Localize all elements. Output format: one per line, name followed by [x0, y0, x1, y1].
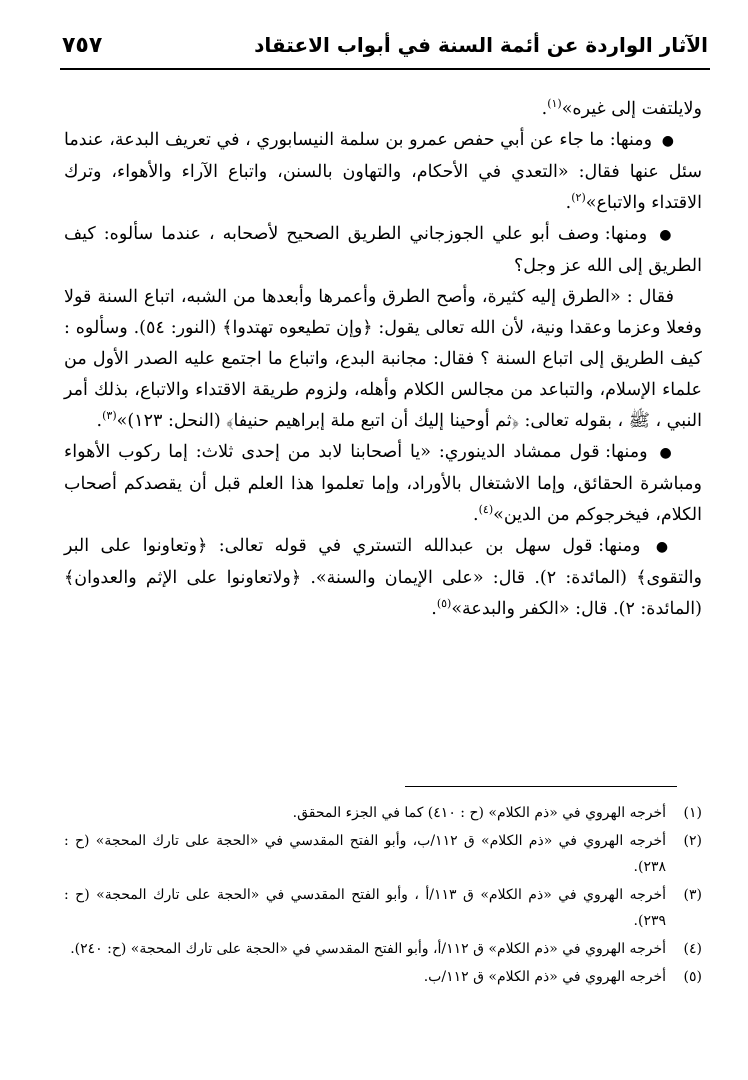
paragraph-5: ● ومنها: قول ممشاد الدينوري: «يا أصحابنا لابد من إحدى ثلاث: إما ركوب الأهواء ومباشرة الحقائق، وإما الاشتغال بالأوراد، وإما تعلموا هذا العلم قبل أن يقصدكم أصحاب الكلام، فيخرجوكم من الدين»$^{(٤)}$.: [64, 442, 702, 525]
paragraph-1: ولايلتفت إلى غيره»$^{(١)}$.: [541, 97, 702, 119]
running-header: [62, 28, 708, 62]
paragraph-3-text: ومنها: وصف أبو علي الجوزجاني الطريق الصحيح لأصحابه ، عندما سألوه: كيف الطريق إلى الله عز وجل؟: [64, 224, 702, 276]
header-rule: [60, 68, 710, 70]
paragraph-6-text: ومنها: قول سهل بن عبدالله التستري في قوله تعالى: ﴿وتعاونوا على البر والتقوى﴾ (المائدة: ٢). قال: «على الإيمان والسنة». ﴿ولاتعاونوا على الإثم والعدوان﴾ (المائدة: ٢). قال: «الكفر والبدعة»: [64, 536, 702, 619]
footnote-item: [64, 882, 702, 934]
bullet-icon: ●: [661, 133, 674, 149]
footnote-text: أخرجه الهروي في «ذم الكلام» (ح : ٤١٠) كما في الجزء المحقق.: [292, 805, 666, 821]
paragraph-2: ● ومنها: ما جاء عن أبي حفص عمرو بن سلمة النيسابوري ، في تعريف البدعة، عندما سئل عنها فقال: «التعدي في الأحكام، والتهاون بالسنن، واتباع الآراء والأهواء، وترك الاقتداء والاتباع»$^{(٢)}$.: [64, 130, 702, 213]
paragraph-2-text: ومنها: ما جاء عن أبي حفص عمرو بن سلمة النيسابوري ، في تعريف البدعة، عندما سئل عنها فقال: «التعدي في الأحكام، والتهاون بالسنن، واتباع الآراء والأهواء، وترك الاقتداء والاتباع»: [64, 130, 702, 213]
footnote-separator: [405, 786, 677, 787]
footnote-ref-1: (١): [547, 97, 562, 111]
footnote-number: (٤): [683, 941, 702, 957]
footnote-number: (٣): [683, 887, 702, 903]
footnote-item: [64, 964, 702, 990]
paragraph-6: ● ومنها: قول سهل بن عبدالله التستري في قوله تعالى: ﴿وتعاونوا على البر والتقوى﴾ (المائدة: ٢). قال: «على الإيمان والسنة». ﴿ولاتعاونوا على الإثم والعدوان﴾ (المائدة: ٢). قال: «الكفر والبدعة»$^{(٥)}$.: [64, 536, 702, 619]
footnote-text: أخرجه الهروي في «ذم الكلام» ق ١١٢/ب، وأبو الفتح المقدسي في «الحجة على تارك المحجة» (ح : ٢٣٨).: [64, 833, 666, 875]
bullet-icon: ●: [655, 539, 674, 555]
footnote-ref-2: (٢): [571, 191, 586, 205]
footnote-number: (٥): [683, 969, 702, 985]
paragraph-4-text: فقال : «الطرق إليه كثيرة، وأصح الطرق وأعمرها وأبعدها من الشبه، اتباع السنة قولا وفعلا وعزما وعقدا ونية، لأن الله تعالى يقول: ﴿وإن تطيعوه تهتدوا﴾ (النور: ٥٤). وسألوه : كيف الطريق إلى اتباع السنة ؟ فقال: مجانبة البدع، واتباع ما اجتمع عليه الصدر الأول من علماء الإسلام، والتباعد من مجالس الكلام وأهله، ولزوم طريقة الاقتداء والاتباع، بذلك أمر النبي ، ﷺ ، بقوله تعالى: ﴿ثم أوحينا إليك أن اتبع ملة إبراهيم حنيفا﴾ (النحل: ١٢٣)»: [64, 287, 702, 431]
footnote-ref-3: (٣): [102, 409, 117, 423]
page-number: ٧٥٧: [62, 32, 103, 58]
footnote-item: [64, 800, 702, 826]
footnote-text: أخرجه الهروي في «ذم الكلام» ق ١١٢/ب.: [423, 969, 666, 985]
bullet-icon: ●: [659, 227, 674, 243]
running-title: الآثار الواردة عن أئمة السنة في أبواب الاعتقاد: [254, 33, 708, 57]
paragraph-1-text: ولايلتفت إلى غيره»: [561, 99, 702, 119]
footnote-text: أخرجه الهروي في «ذم الكلام» ق ١١٣/أ ، وأبو الفتح المقدسي في «الحجة على تارك المحجة» (ح : ٢٣٩).: [64, 887, 666, 929]
main-text: [64, 94, 702, 625]
footnote-number: (١): [683, 805, 702, 821]
footnote-ref-5: (٥): [436, 597, 452, 611]
bullet-icon: ●: [659, 445, 674, 461]
paragraph-3: [64, 219, 702, 282]
footnote-number: (٢): [683, 833, 702, 849]
footnotes: [64, 800, 702, 992]
footnote-text: أخرجه الهروي في «ذم الكلام» ق ١١٢/أ، وأبو الفتح المقدسي في «الحجة على تارك المحجة» (ح: ٢٤٠).: [70, 941, 666, 957]
footnote-item: [64, 936, 702, 962]
paragraph-5-text: ومنها: قول ممشاد الدينوري: «يا أصحابنا لابد من إحدى ثلاث: إما ركوب الأهواء ومباشرة الحقائق، وإما الاشتغال بالأوراد، وإما تعلموا هذا العلم قبل أن يقصدكم أصحاب الكلام، فيخرجوكم من الدين»: [64, 442, 702, 525]
footnote-item: [64, 828, 702, 880]
footnote-ref-4: (٤): [478, 503, 494, 517]
paragraph-4: فقال : «الطرق إليه كثيرة، وأصح الطرق وأعمرها وأبعدها من الشبه، اتباع السنة قولا وفعلا وعزما وعقدا ونية، لأن الله تعالى يقول: ﴿وإن تطيعوه تهتدوا﴾ (النور: ٥٤). وسألوه : كيف الطريق إلى اتباع السنة ؟ فقال: مجانبة البدع، واتباع ما اجتمع عليه الصدر الأول من علماء الإسلام، والتباعد من مجالس الكلام وأهله، ولزوم طريقة الاقتداء والاتباع، بذلك أمر النبي ، ﷺ ، بقوله تعالى: ﴿ثم أوحينا إليك أن اتبع ملة إبراهيم حنيفا﴾ (النحل: ١٢٣)»$^{(٣)}$.: [64, 287, 702, 431]
